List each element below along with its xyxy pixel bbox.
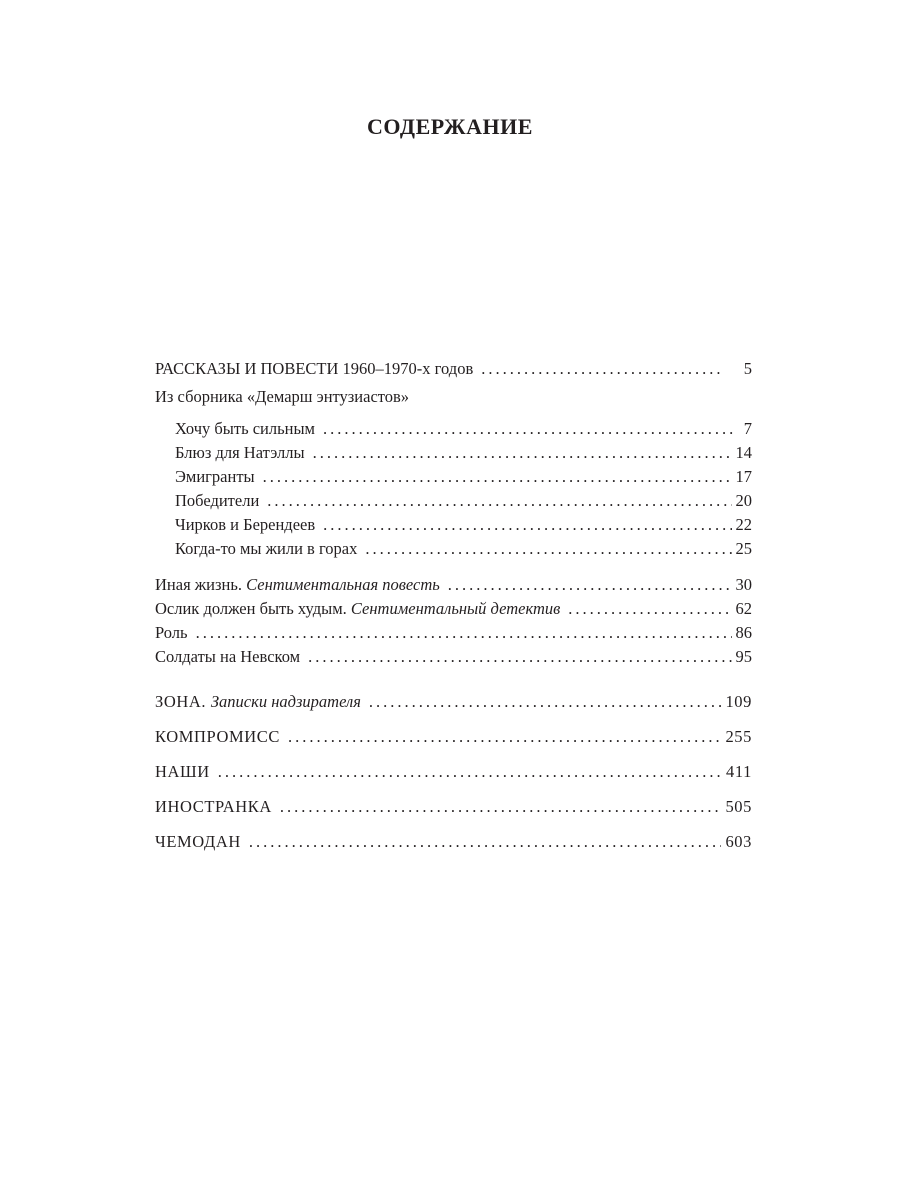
toc-entry-page: 95: [735, 647, 752, 666]
toc-entry-label: КОМПРОМИСС: [155, 727, 280, 746]
toc-entry-stories-1960-1970: [155, 357, 752, 381]
toc-entry-subtitle: Сентиментальный детектив: [350, 599, 561, 618]
toc-entry-label: ИНОСТРАНКА: [155, 797, 272, 816]
toc-entry-chemodan: [155, 830, 752, 854]
toc-entry-label: Эмигранты: [175, 467, 255, 486]
toc-entry-label: [155, 597, 560, 621]
dot-leader: [369, 690, 722, 714]
toc-entry-label: Из сборника «Демарш энтузиастов»: [155, 387, 410, 406]
toc-entry-label: ЧЕМОДАН: [155, 832, 241, 851]
dot-leader: [196, 621, 732, 645]
dot-leader: [288, 725, 721, 749]
toc-entry-page: 5: [743, 359, 752, 378]
toc-entry-page: 86: [735, 623, 752, 642]
toc-entry: [155, 513, 752, 537]
dot-leader: [448, 573, 732, 597]
toc-entry-kompromiss: [155, 725, 752, 749]
toc-entry: [155, 489, 752, 513]
toc-entry-label: Блюз для Натэллы: [175, 443, 305, 462]
toc-entry-page: 255: [725, 727, 752, 746]
toc-entry: [155, 597, 752, 621]
dot-leader: [249, 830, 722, 854]
toc-entry-label: [155, 690, 361, 714]
toc-entry: [155, 465, 752, 489]
dot-leader: [218, 760, 722, 784]
toc-entry-label: Победители: [175, 491, 260, 510]
toc-entry: [155, 573, 752, 597]
toc-entry: [155, 441, 752, 465]
dot-leader: [568, 597, 731, 621]
toc-entry-label: [155, 573, 440, 597]
toc-entry-label: Хочу быть сильным: [175, 419, 315, 438]
toc-entry-page: 411: [726, 762, 752, 781]
toc-entry-nashi: [155, 760, 752, 784]
toc-entry-label: РАССКАЗЫ И ПОВЕСТИ 1960–1970-х годов: [155, 359, 474, 378]
toc-entry-page: 14: [735, 443, 752, 462]
page-title: СОДЕРЖАНИЕ: [367, 114, 533, 139]
toc-entry-label: Чирков и Берендеев: [175, 515, 316, 534]
toc-entry-title: Ослик должен быть худым.: [155, 599, 347, 618]
toc-entry-title: Иная жизнь.: [155, 575, 243, 594]
toc-entry-subtitle: Записки надзирателя: [210, 692, 361, 711]
toc-entry-page: 17: [735, 467, 752, 486]
dot-leader: [267, 489, 731, 513]
dot-leader: [263, 465, 732, 489]
toc-entry-page: 62: [735, 599, 752, 618]
toc-entry-subtitle: Сентиментальная повесть: [246, 575, 440, 594]
dot-leader: [323, 513, 731, 537]
toc-entry-label: Солдаты на Невском: [155, 647, 301, 666]
toc-entry-page: 30: [735, 575, 752, 594]
toc-section-header: [155, 385, 752, 409]
toc-entry-page: 109: [725, 692, 752, 711]
toc-entry-page: 603: [725, 832, 752, 851]
toc-entry-label: Когда-то мы жили в горах: [175, 539, 358, 558]
toc-entry-title: ЗОНА.: [155, 692, 207, 711]
toc-entry: [155, 645, 752, 669]
toc-entry-inostranka: [155, 795, 752, 819]
toc-entry-zona: [155, 690, 752, 714]
dot-leader: [323, 417, 736, 441]
toc-entry: [155, 621, 752, 645]
dot-leader: [313, 441, 732, 465]
dot-leader: [280, 795, 722, 819]
dot-leader: [481, 357, 724, 381]
toc-entry-page: 25: [735, 539, 752, 558]
toc-entry: [155, 417, 752, 441]
toc-entry-label: НАШИ: [155, 762, 210, 781]
dot-leader: [308, 645, 731, 669]
dot-leader: [365, 537, 731, 561]
toc-entry-page: 7: [743, 419, 752, 438]
toc-entry-page: 22: [735, 515, 752, 534]
table-of-contents: [155, 357, 752, 854]
toc-entry-page: 20: [735, 491, 752, 510]
toc-entry-page: 505: [725, 797, 752, 816]
toc-entry-label: Роль: [155, 623, 188, 642]
toc-entry: [155, 537, 752, 561]
